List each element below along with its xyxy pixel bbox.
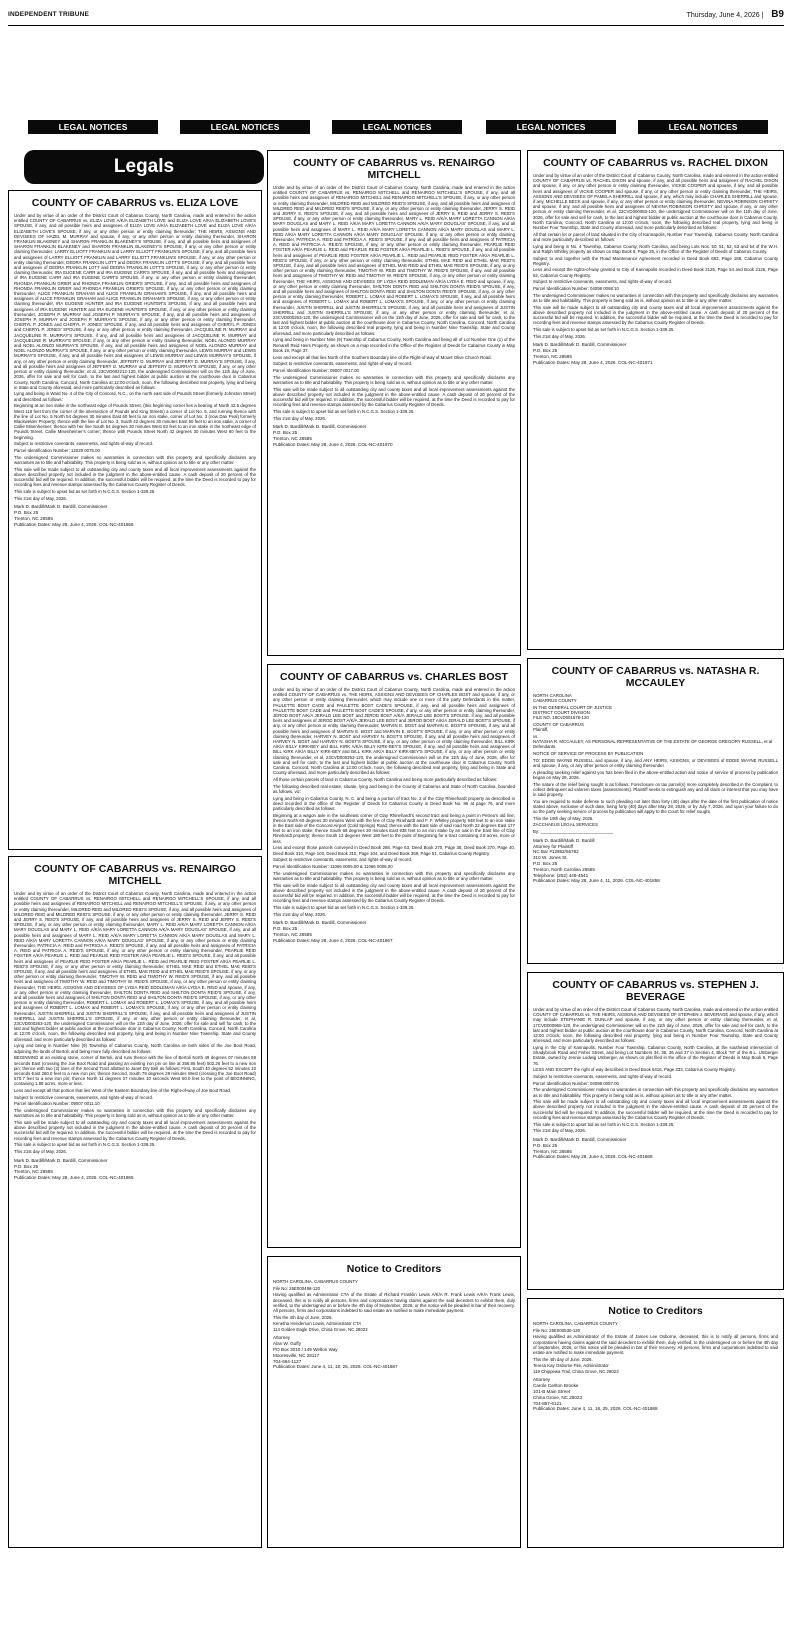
signature-line: Trenton, NC 28585 — [273, 931, 312, 937]
legal-notice — [267, 150, 521, 656]
notice-paragraph: Under and by virtue of an order of the District Court of Cabarrus County, North Carolina, made and entered in the action entitled COUNTY OF CABARRUS vs. THE HEIRS, ASSIGNS AND DEVISEES OF CHARLES BOST and spouse, if any, or any other person or entity claiming thereunder, which may include one or more of the party Defendants in this matter, PAULETTE BOST CADE and PAULETTE BOST CADE'S SPOUSE, if any, and all possible heirs and assignees of PAULETTE BOST CADE and PAULETTE BOST CADE'S SPOUSE, if any, or any other person or entity claiming thereunder, JEROD BOST A/K/A JERALD LEE BOST and JEROD BOST A/K/A JERALD LEE BOST'S SPOUSE, if any, and all possible heirs and assignees of JEROD BOST A/K/A JERALD LEE BOST and JEROD BOST A/K/A JERALD LEE BOST'S SPOUSE, if any, or any other person or entity claiming thereunder, MARVIN E. BOST and MARVIN E. BOST'S SPOUSE, if any, and all possible heirs and assignees of MARVIN E. BOST and MARVIN E. BOST'S SPOUSE, if any, or any other person or entity claiming thereunder, HARVEY N. BOST and HARVEY N. BOST'S SPOUSE, if any, and all possible heirs and assignees of HARVEY N. BOST and HARVEY N. BOST'S SPOUSE, if any, or any other person or entity claiming thereunder, BILL KIRK A/K/A BILLY KIRK-BEY and BILL KIRK A/K/A BILLY KIRK-BEY'S SPOUSE, if any, and all possible heirs and assignees of BILL KIRK A/K/A BILLY KIRK-BEY and BILL KIRK A/K/A BILLY KIRK-BEY'S SPOUSE, if any, or any other person or entity claiming thereunder, et al, 23CVD000353-120, the undersigned Commissioner will on the 11th day of June, 2026, offer for sale and sell for cash, to the last and highest bidder at public auction at the courthouse door in Cabarrus County, North Carolina, Concord, North Carolina at 12:00 o'clock, noon, the following described real property, lying and being in State and County aforesaid, and more particularly described as follows: — [273, 687, 515, 776]
signature-line: Telephone: (252) 448-4541 — [533, 872, 589, 878]
notice-paragraph: Under and by virtue of an order of the District Court of Cabarrus County, North Carolina, made and entered in the action entitled COUNTY OF CABARRUS vs. RACHEL DIXON and spouse, if any, and all possible heirs and assignees of RACHEL DIXON and spouse, if any, or any other person or entity claiming thereunder, VICKIE COOPER and spouse, if any, and all possible heirs and assignees of VICKIE COOPER and spouse, if any, or any other person or entity claiming thereunder, THE HEIRS, ASSIGNS AND DEVISEES OF PAMELA SHERRILL and spouse, if any, which may include CHARLES SHERRILL and spouse, if any, MICHELLE BECK and spouse, if any, or any other person or entity claiming thereunder, NEVINA ROBINSON CHRISTY and spouse, if any, and all possible heirs and assignees of NEVINA ROBINSON CHRISTY and spouse, if any, or any other person or entity claiming thereunder, et al, 22CVD000083-120, the undersigned Commissioner will on the 11th day of June, 2026, offer for sale and sell for cash, to the last and highest bidder at public auction at the courthouse door in Cabarrus County, North Carolina, Concord, North Carolina at 12:00 o'clock, noon, the following described real property, lying and being in Number Four Township, State and County aforesaid, and more particularly described as follows: — [533, 173, 778, 231]
signature-line: Publication Dates: May 28, June 4, 2026. COL-NC-401866 — [14, 521, 134, 527]
notice-body — [268, 185, 520, 421]
signature-line: P.O. Box 25 — [533, 1142, 558, 1148]
notice-paragraph: The undersigned Commissioner makes no warranties in connection with this property and specifically disclaims any warranties as to title and habitability. This property is being sold as is, without opinion as to title or any other matter. — [533, 1087, 778, 1098]
notice-paragraph: Lying in the City of Kannapolis, Number Four Township, Cabarrus County, North Carolina, at the southeast intersection of Shadybrook Road and Fisher Street, and being Lot Numbers 34, 35, 36 and 37 in Section 4, Block "M" of the B.L. Umberger Estate, owned by Jennie Ludwig Umberger, as shown on plat filed in the office of the Register of Deeds in Map Book 6, Page 76. — [533, 1044, 778, 1066]
notice-paragraph: vs. NATASHA R. MCCAULEY, AS PERSONAL REPRESENTATIVE OF THE ESTATE OF GEORGE GREGORY RUSSELL, et al Defendants. — [533, 733, 773, 750]
signature-line: Mark D. Bardill/Mark D. Bardill — [533, 837, 595, 843]
signature-line: Publication Dates: May 28, June 4, 11, 2026. COL-NC-401858 — [533, 878, 660, 884]
newspaper-name: INDEPENDENT TRIBUNE — [8, 11, 90, 18]
notice-paragraph: Lying and being in No. 4 Township, Cabarrus County, North Carolina, and being Lots Nos. 50, 51, 52, 53 and 54 of the W.H. and Ralph Whitley property as shown on Map Book 8, Page 25, in the Office of the Register of Deeds of Cabarrus County. — [533, 243, 778, 254]
signature-line: Trenton, NC 28585 — [533, 353, 572, 359]
notice-paragraph: Parcel Identification Number: 04098 0057.00 — [533, 1080, 619, 1086]
notice-paragraph: COUNTY OF CABARRUS Plaintiff, — [533, 722, 584, 733]
notice-paragraph: NOTICE OF SERVICE OF PROCESS BY PUBLICATION — [533, 751, 644, 757]
notice-paragraph: Subject to and together with the Road Maintenance Agreement recorded in Deed Book 683, Page 188, Cabarrus County Registry. — [533, 255, 778, 266]
notice-title: Notice to Creditors — [346, 1263, 442, 1275]
signature-line: Carole Carlton Brooke — [533, 1383, 579, 1389]
notice-signature — [9, 1156, 261, 1185]
notice-paragraph: This sale is subject to upset bid as set forth in N.C.G.S. Section 1-339.25. — [14, 1142, 156, 1148]
notice-paragraph: File No: 26E000530-120 — [533, 1327, 581, 1333]
legal-notice — [267, 664, 521, 1248]
notice-signature — [528, 1375, 783, 1416]
signature-line: Publication Dates: May 28, June 4, 2026. COL-NC-401865 — [14, 1175, 134, 1181]
signature-line: Publication Dates: June 4, 11, 18, 25, 2026. COL-NC-401888 — [533, 1406, 658, 1412]
notice-paragraph: Beginning at an iron stake in the northeast edge of Pounds Street, (this beginning corner lies a bearing of North 42.5 degrees West 118 feet from the corner of the intersection of Pounds and King Streets) a corner of Lot No. 5, and running thence with the line of Lot No. 5 North 54 degrees 30 minutes East 60 feet to an iron stake, corner of Lot No. 3 (now Dan Peal) formerly Blackwelder Property; thence with the line of Lot No. 3, South 42 degrees 30 minutes East 60 feet to an iron stake, a corner of Callie Misenheimer; thence with her line South 54 degrees 30 minutes West 63 feet to an iron stake in the northeast edge of Pounds Street, Callie Misenheimer's corner; thence with Pounds Street North 42 degrees 30 minutes West 60 feet to the beginning. — [14, 403, 256, 440]
legal-notice — [267, 1256, 521, 1548]
notice-paragraph: Less and except all that lies North of the Southern Boundary line of the Right-of-way of Mount Olive Church Road. — [273, 354, 492, 360]
notice-paragraph: Less and except all that portion that lies West of the Eastern Boundary line of the Right-of-way of Joe Boot Road. — [14, 1088, 231, 1094]
notice-paragraph: Lying and being in Number Nine (9) Township of Cabarrus County, North Carolina on both sides of the Joe Boot Road, adjoining the lands of Bertoli, and being more fully described as follows: — [14, 1043, 256, 1054]
header-rule — [8, 25, 784, 26]
notice-paragraph: This 21st day of May, 2026. — [14, 1149, 68, 1155]
notice-paragraph: This sale will be made subject to all outstanding city and county taxes and all local improvement assessments against the above described property not included in the judgment in the above-entitled cause. A cash deposit of 20 percent of the successful bid will be required. In addition, the successful bidder will be required, at the time the Deed is recorded to pay for recording fees and revenue stamps assessed by the Cabarrus County Register of Deeds. — [533, 1099, 778, 1120]
notice-body — [9, 213, 261, 501]
notice-paragraph: The undersigned Commissioner makes no warranties in connection with this property and specifically disclaims any warranties as to title and habitability. This property is being sold as is, without opinion as to title or any other matter. — [533, 292, 778, 303]
notice-signature — [268, 422, 520, 451]
signature-line: Trenton, NC 28585 — [14, 515, 53, 521]
notice-paragraph: This sale is subject to upset bid as set forth in N.C.G.S. Section 1-339.25. — [533, 1121, 675, 1127]
notice-title: COUNTY OF CABARRUS vs. CHARLES BOST — [280, 671, 508, 683]
notice-paragraph: This sale will be made subject to all outstanding city and county taxes and all local improvement assessments against the above described property not included in the judgment in the above-entitled cause. A cash deposit of 20 percent of the successful bid will be required. In addition, the successful bidder will be required, at the time the Deed is recorded to pay for recording fees and revenue stamps assessed by the Cabarrus County Register of Deeds. — [14, 1120, 256, 1141]
signature-line: 310 W. Jones St. — [533, 855, 568, 861]
notice-paragraph: This 21st day of May, 2026. — [533, 1128, 587, 1134]
notice-paragraph: Under and by virtue of an order of the District Court of Cabarrus County, North Carolina, made and entered in the action entitled COUNTY OF CABARRUS vs. THE HEIRS, ASSIGNS AND DEVISEES OF STEPHEN J. BEVERAGE and spouse, if any, which may include STEPHANIE R. DUNLAP and spouse, if any, or any other person or entity claiming thereunder, et al, 17CVD000965-120, the undersigned Commissioner will on the 11th day of June, 2026, offer for sale and sell for cash, to the last and highest bidder at public auction at the courthouse door in Cabarrus County, North Carolina, Concord, North Carolina at 12:00 o'clock, noon, the following described real property, lying and being in Number Four Township, State and County aforesaid, and more particularly described as follows: — [533, 1007, 778, 1044]
signature-line: NC Bar #12852/56782 — [533, 849, 579, 855]
signature-line: Publication Dates: May 28, June 4, 2026. COL-NC-401867 — [273, 937, 393, 943]
signature-line: Publication Dates: June 4, 11, 18, 25, 2026. COL-NC-401887 — [273, 1364, 398, 1370]
notice-paragraph: Having qualified as Administrator of the Estate of James Lee Osborne, deceased, this is to notify all persons, firms and corporations having claims against the said decedent to exhibit them, duly verified, to the undersigned on or before the 4th day of September, 2026, or this notice will be pleaded in bar of their recovery. All persons, firms and corporations indebted to said estate are notified to make immediate payment. — [533, 1334, 778, 1356]
notice-paragraph: Less and except the rights-of-way granted to City of Kannapolis recorded in Deed Book 2126, Page 54 and Book 2126, Page 52, Cabarrus County Registry. — [533, 267, 778, 278]
notice-paragraph: This the 19th day of May, 2026. — [533, 815, 594, 821]
notice-paragraph: This 21st day of May, 2026. — [533, 333, 587, 339]
signature-line: PO Box 3010 / 149 Welton Way — [273, 1346, 338, 1352]
notice-paragraph: Parcel Identification Number: 09007 0011.10 — [14, 1101, 100, 1107]
signature-line: Attorney — [273, 1335, 291, 1341]
signature-line: Attorney for Plaintiff — [533, 843, 574, 849]
signature-line: P.O. Box 25 — [14, 510, 39, 516]
notice-signature — [9, 502, 261, 531]
notice-paragraph: This sale is subject to upset bid as set forth in N.C.G.S. Section 1-339.25. — [273, 904, 415, 910]
notice-paragraph: Subject to restrictive covenants, easements, and rights-of-way of record. — [14, 441, 154, 447]
notice-paragraph: Subject to restrictive covenants, easements, and rights-of-way of record. — [273, 857, 413, 863]
notice-paragraph: TO: EDDIE WAYNE RUSSELL and spouse, if any, and ANY HEIRS, ASSIGNS, or DEVISEES of EDDIE WAYNE RUSSELL and spouse, if any, or any other person or entity claiming thereunder — [533, 757, 778, 768]
notice-title: COUNTY OF CABARRUS vs. NATASHA R. MCCAULEY — [551, 665, 760, 689]
notice-paragraph: This sale will be made subject to all outstanding city and county taxes and all local improvement assessments against the above described property not included in the judgment in the above-entitled cause. A cash deposit of 20 percent of the successful bid will be required. In addition, the successful bidder will be required, at the time the Deed is recorded to pay for recording fees and revenue stamps assessed by the Cabarrus County Register of Deeds. — [14, 466, 256, 488]
notice-title: COUNTY OF CABARRUS vs. STEPHEN J. BEVERAGE — [552, 979, 759, 1003]
section-label: LEGAL NOTICES — [332, 120, 462, 134]
signature-line: Mark D. Bardill/Mark D. Bardill, Commissioner — [14, 504, 108, 510]
legal-notice — [527, 150, 784, 650]
notice-body — [528, 173, 783, 339]
section-label: LEGAL NOTICES — [486, 120, 616, 134]
notice-paragraph: Subject to restrictive covenants, easements, and rights-of-way of record. — [533, 279, 673, 285]
notice-paragraph: By: ______________________________ — [533, 829, 613, 835]
notice-paragraph: BEGINNING at an existing stone, corner of Bertoli, and runs thence with the line of Bertoli North 49 degrees 07 minutes 59 seconds East (crossing the Joe Boot Road and passing an existing iron pin on line at 256.86 feet) 502.26 feet to a new iron pin; thence with two (2) lines of the Second Tract allotted to Janet Dry Bell as follows: First, South 40 degrees 52 minutes 10 seconds East 260.0 feet to a new iron pin; thence Second, South 79 degrees 28 minutes West (crossing the Joe Boot Road) 570.7 feet to a new iron pin; thence North 11 degrees 37 minutes 10 seconds West 60.0 feet to the point of BEGINNING, containing 1.89 acres, more or less. — [14, 1055, 256, 1087]
signature-line: Trenton, North Carolina 28585 — [533, 866, 595, 872]
notice-paragraph: Lying and being in Number Nine (9) Township of Cabarrus County, North Carolina and being all of Lot Number One (1) of the Renarell Reid Heirs Property, as shown on a map recorded in the Office of the Register of Deeds for Cabarrus County in Map Book 19, Page 37. — [273, 337, 515, 353]
signature-line: Publication Dates: May 28, June 4, 2026. COL-NC-401868 — [533, 1154, 653, 1160]
section-label: LEGAL NOTICES — [638, 120, 768, 134]
notice-signature — [528, 1135, 783, 1164]
section-title: Legals — [24, 150, 264, 184]
issue-date: Thursday, June 4, 2026 | — [686, 12, 764, 19]
notice-body — [528, 1007, 783, 1133]
notice-paragraph: Teresa Kay Osborne Fite, Administrator 119 Chippewa Trail, China Grove, NC 28023 — [533, 1363, 619, 1374]
legal-notice — [8, 856, 262, 1548]
notice-paragraph: The undersigned Commissioner makes no warranties in connection with this property and specifically disclaims any warranties as to title and habitability. This property is being sold as is, without opinion as to title or any other matter. — [273, 374, 515, 385]
notice-paragraph: This sale will be made subject to all outstanding city and county taxes and all local improvement assessments against the above described property not included in the judgment in the above-entitled cause. A cash deposit of 20 percent of the successful bid will be required. In addition, the successful bidder will be required, at the time the Deed is recorded to pay for recording fees and revenue stamps assessed by the Cabarrus County Register of Deeds. — [273, 882, 515, 904]
signature-line: P.O. Box 25 — [273, 430, 298, 436]
section-labels — [28, 120, 768, 134]
signature-line: Trenton, NC 28585 — [533, 1148, 572, 1154]
notice-signature — [528, 340, 783, 369]
signature-line: Mark D. Bardill/Mark D. Bardill, Commissioner — [273, 424, 367, 430]
notice-signature — [528, 836, 783, 888]
legal-notice — [527, 972, 784, 1290]
header-right — [687, 9, 784, 20]
signature-line: Mooresville, NC 28117 — [273, 1352, 320, 1358]
notice-paragraph: Less and except those parcels conveyed in Deed Book 268, Page 63, Deed Book 270, Page 38, Deed Book 270, Page 40, Deed Book 310, Page 103, Deed Book 310, Page 104, and Deed Book 359, Page 51, Cabarrus County Registry. — [273, 845, 515, 856]
notice-paragraph: The undersigned Commissioner makes no warranties in connection with this property and specifically disclaims any warranties as to title and habitability. This property is being sold as is, without opinion as to title or any other matter. — [273, 870, 515, 881]
signature-line: Mark D. Bardill/Mark D. Bardill, Commissioner — [533, 342, 627, 348]
signature-line: 704-664-1127 — [273, 1358, 302, 1364]
notice-paragraph: Beginning at a wagon axle in the southeast corner of Clay Rhinehardt's second tract and being a point in Petrea's old line; thence North 60 degrees 30 minutes West with the line of Clay Rinehardt and F. F. Whitley property 948 feet to an iron stake in the East side of the Concord Airport (Cold Springs) Road; thence with the East side of said road North 22 degrees East 177 feet to an iron stake; thence South 68 degrees 30 minutes East 938 feet to an iron stake by an oak in the East line of Clay Rinehardt property; thence South 13 degrees West 180 feet to the point of Beginning for a tract containing 3.8 acres, more or less. — [273, 812, 515, 844]
signature-line: Mark D. Bardill/Mark D. Bardill, Commissioner — [14, 1157, 108, 1163]
notice-body — [9, 891, 261, 1154]
notice-paragraph: A pleading seeking relief against you has been filed in the above-entitled action and notice of service of process by publication began on May 28, 2026. — [533, 769, 778, 780]
notice-paragraph: Parcel Identification Number: 12029 0075.00 — [14, 447, 100, 453]
signature-line: P.O. Box 25 — [533, 348, 558, 354]
notice-paragraph: Parcel Identification Number: 09007 0017.00 — [273, 367, 359, 373]
notice-paragraph: Subject to restrictive covenants, easements, and rights-of-way of record. — [14, 1094, 154, 1100]
legal-notice — [8, 190, 262, 850]
notice-signature — [268, 918, 520, 947]
notice-paragraph: Under and by virtue of an order of the District Court of Cabarrus County, North Carolina, made and entered in the action entitled COUNTY OF CABARRUS vs. RENAIRGO MITCHELL and RENAIRGO MITCHELL'S SPOUSE, if any, and all possible heirs and assignees of RENAIRGO MITCHELL and RENAIRGO MITCHELL'S SPOUSE, if any, or any other person or entity claiming thereunder, MILDRED REID and MILDRED REID'S SPOUSE, if any, and all possible heirs and assignees of MILDRED REID and MILDRED REID'S SPOUSE, if any, or any other person or entity claiming thereunder, JERRY S. REID and JERRY S. REID'S SPOUSE, if any, and all possible heirs and assignees of JERRY S. REID and JERRY S. REID'S SPOUSE, if any, or any other person or entity claiming thereunder, MARY L. REID A/K/A MARY LORETTA CANNON A/K/A MARY DOUGLAS and MARY L. REID A/K/A MARY LORETTA CANNON A/K/A MARY DOUGLAS' SPOUSE, if any, and all possible heirs and assignees of MARY L. REID A/K/A MARY LORETTA CANNON A/K/A MARY DOUGLAS and MARY L. REID A/K/A MARY LORETTA CANNON A/K/A MARY DOUGLAS' SPOUSE, if any, or any other person or entity claiming thereunder, PATRICIA A. REID and PATRICIA A. REID'S SPOUSE, if any, and all possible heirs and assignees of PATRICIA A. REID and PATRICIA A. REID'S SPOUSE, if any, or any other person or entity claiming thereunder, PEARLIE REID FOSTER A/K/A PEARLIE L. REID and PEARLIE REID FOSTER A/K/A PEARLIE L. REID'S SPOUSE, if any, and all possible heirs and assignees of PEARLIE REID FOSTER A/K/A PEARLIE L. REID and PEARLIE REID FOSTER A/K/A PEARLIE L. REID'S SPOUSE, if any, or any other person or entity claiming thereunder, ETHEL MAE REID and ETHEL MAE REID'S SPOUSE, if any, and all possible heirs and assignees of ETHEL MAE REID and ETHEL MAE REID'S SPOUSE, if any, or any other person or entity claiming thereunder, TIMOTHY W. REID and TIMOTHY W. REID'S SPOUSE, if any, and all possible heirs and assignees of TIMOTHY W. REID and TIMOTHY W. REID'S SPOUSE, if any, or any other person or entity claiming thereunder, THE HEIRS, ASSIGNS AND DEVISEES OF LYDIA REID EDDLEMAN A/K/A LYDIA E. REID and spouse, if any, or any other person or entity claiming thereunder, SHILTON DONTA REID and SHILTON DONTA REID'S SPOUSE, if any, and all possible heirs and assignees of SHILTON DONTA REID and SHILTON DONTA REID'S SPOUSE, if any, or any other person or entity claiming thereunder, ROBERT L. LOMAX and ROBERT L. LOMAX'S SPOUSE, if any, and all possible heirs and assignees of ROBERT L. LOMAX and ROBERT L. LOMAX'S SPOUSE, if any, or any other person or entity claiming thereunder, JUSTIN SHERRILL and JUSTIN SHERRILL'S SPOUSE, if any, and all possible heirs and assignees of JUSTIN SHERRILL and JUSTIN SHERRILL'S SPOUSE, if any, or any other person or entity claiming thereunder, et al, 23CVD000263-120, the undersigned Commissioner will on the 11th day of June, 2026, offer for sale and sell for cash, to the last and highest bidder at public auction at the courthouse door in Cabarrus County, North Carolina, Concord, North Carolina at 12:00 o'clock, noon, the following described real property, lying and being in Number Nine Township, State and County aforesaid, and more particularly described as follows: — [14, 891, 256, 1042]
notice-paragraph: NORTH CAROLINA, CABARRUS COUNTY — [533, 1321, 618, 1326]
notice-paragraph: IN THE GENERAL COURT OF JUSTICE DISTRICT COURT DIVISION FILE NO. 18CvD001578-120 — [533, 704, 613, 721]
section-label: LEGAL NOTICES — [28, 120, 158, 134]
notice-paragraph: LESS AND EXCEPT the right of way described in Deed Book 6416, Page 333, Cabarrus County Registry. — [533, 1067, 736, 1073]
signature-line: Trenton, NC 28585 — [14, 1169, 53, 1175]
notice-title: COUNTY OF CABARRUS vs. ELIZA LOVE — [31, 197, 239, 209]
notice-paragraph: This the 4th day of June, 2026. — [273, 1314, 333, 1320]
signature-line: P.O. Box 25 — [533, 861, 558, 867]
signature-line: P.O. Box 25 — [14, 1163, 39, 1169]
notice-paragraph: The undersigned Commissioner makes no warranties in connection with this property and specifically disclaims any warranties as to title and habitability. This property is being sold as is, without opinion as to title or any other matter. — [14, 1108, 256, 1119]
notice-paragraph: Lying and being in Cabarrus County, N. C. and being a portion of tract No. 2 of the Clay Rhinehardt property as described in deed recorded in the office of the Register of Deeds for Cabarrus County in Deed Book No. 86 at page 76, and more particularly described as follows: — [273, 795, 515, 811]
notice-paragraph: NORTH CAROLINA, CABARRUS COUNTY — [273, 1279, 358, 1284]
notice-paragraph: The following described real estate, situate, lying and being in the County of Cabarrus and State of North Carolina, bounded as follows, viz: — [273, 783, 515, 794]
signature-line: Trenton, NC 28585 — [273, 435, 312, 441]
notice-title: Notice to Creditors — [608, 1305, 703, 1317]
section-label: LEGAL NOTICES — [180, 120, 310, 134]
notice-title: COUNTY OF CABARRUS vs. RENAIRGO MITCHELL — [34, 863, 236, 887]
notice-signature — [268, 1333, 520, 1374]
notice-paragraph: The undersigned Commissioner makes no warranties in connection with this property and specifically disclaims any warranties as to title and habitability. This property is being sold as is, without opinion as to title or any other matter. — [14, 454, 256, 465]
notice-paragraph: NORTH CAROLINA CABARRUS COUNTY — [533, 693, 577, 704]
notice-body — [528, 693, 783, 834]
notice-paragraph: This sale will be made subject to all outstanding city and county taxes and all local improvement assessments against the above described property not included in the judgment in the above-entitled cause. A cash deposit of 20 percent of the successful bid will be required. In addition, the successful bidder will be required, at the time the Deed is recorded to pay for recording fees and revenue stamps assessed by the Cabarrus County Register of Deeds. — [273, 386, 515, 408]
notice-paragraph: Subject to restrictive covenants, easements, and rights-of-way of record. — [533, 1073, 673, 1079]
notice-paragraph: All that certain lot or parcel of land situated in the City of Kannapolis, Number Four Township, Cabarrus County, North Carolina and more particularly described as follows: — [533, 231, 778, 242]
signature-line: Publication Dates: May 28, June 4, 2026. COL-NC-401871 — [533, 359, 653, 365]
notice-paragraph: This 21st day of May, 2026. — [14, 495, 68, 501]
notice-paragraph: This sale is subject to upset bid as set forth in N.C.G.S. Section 1-339.25. — [14, 488, 156, 494]
notice-paragraph: File No: 26E000498-120 — [273, 1285, 321, 1291]
notice-paragraph: Parcel Identification Number: 04098 0068.10 — [533, 286, 619, 292]
notice-title: COUNTY OF CABARRUS vs. RACHEL DIXON — [543, 157, 768, 169]
signature-line: Publication Dates: May 28, June 4, 2026. COL-NC-401870 — [273, 441, 393, 447]
notice-paragraph: Under and by virtue of an order of the District Court of Cabarrus County, North Carolina, made and entered in the action entitled COUNTY OF CABARRUS vs. ELIZA LOVE A/K/A ELIZABETH LOVE and ELIZA LOVE A/K/A ELIZABETH LOVE'S SPOUSE, if any, and all possible heirs and assignees of ELIZA LOVE A/K/A ELIZABETH LOVE and ELIZA LOVE A/K/A ELIZABETH LOVE'S SPOUSE, if any, or any other person or entity claiming thereunder; THE HEIRS, ASSIGNS AND DEVISEES OF HAZEL M. MURRAY and spouse, if any, or any other person or entity claiming thereunder, SHARON FRANKLIN BLAKENEY and SHARON FRANKLIN BLAKENEY'S SPOUSE, if any, and all possible heirs and assignees of SHARON FRANKLIN BLAKENEY and SHARON FRANKLIN BLAKENEY'S SPOUSE, if any, or any other person or entity claiming thereunder, LARRY ELLIOTT FRANKLIN and LARRY ELLIOTT FRANKLIN'S SPOUSE, if any, and all possible heirs and assignees of LARRY ELLIOTT FRANKLIN and LARRY ELLIOTT FRANKLIN'S SPOUSE, if any, or any other person or entity claiming thereunder, DEDRA FRANKLIN LOTT and DEDRA FRANKLIN LOTT'S SPOUSE, if any, and all possible heirs and assignees of DEDRA FRANKLIN LOTT and DEDRA FRANKLIN LOTT'S SPOUSE, if any, or any other person or entity claiming thereunder, IRA EUGENE CARR and IRA EUGENE CARR'S SPOUSE, if any, and all possible heirs and assignees of IRA EUGENE CARR and IRA EUGENE CARR'S SPOUSE, if any, or any other person or entity claiming thereunder, RHONDA FRANKLIN GRIER and RHONDA FRANKLIN GRIER'S SPOUSE, if any, and all possible heirs and assignees of RHONDA FRANKLIN GRIER and RHONDA FRANKLIN GRIER'S SPOUSE, if any, or any other person or entity claiming thereunder, ALICE FRANKLIN GRAHAM and ALICE FRANKLIN GRAHAM'S SPOUSE, if any, and all possible heirs and assignees of ALICE FRANKLIN GRAHAM and ALICE FRANKLIN GRAHAM'S SPOUSE, if any, or any other person or entity claiming thereunder, IRA EUGENE HUNTER and IRA EUGENE HUNTER'S SPOUSE, if any, and all possible heirs and assignees of IRA EUGENE HUNTER and IRA EUGENE HUNTER'S SPOUSE, if any, or any other person or entity claiming thereunder, JOSEPH P. MURRAY and JOSEPH P. MURRAY'S SPOUSE, if any, and all possible heirs and assignees of JOSEPH P. MURRAY and JOSEPH P. MURRAY'S SPOUSE, if any, or any other person or entity claiming thereunder, CHERYL P. JONES and CHERYL P. JONES' SPOUSE, if any, and all possible heirs and assignees of CHERYL P. JONES and CHERYL P. JONES' SPOUSE, if any, or any other person or entity claiming thereunder, JACQUELINE R. MURRAY and JACQUELINE R. MURRAY'S SPOUSE, if any, and all possible heirs and assignees of JACQUELINE R. MURRAY and JACQUELINE R. MURRAY'S SPOUSE, if any, or any other person or entity claiming thereunder, NOEL ALONZO MURRAY and NOEL ALONZO MURRAY'S SPOUSE, if any, and all possible heirs and assignees of NOEL ALONZO MURRAY and NOEL ALONZO MURRAY'S SPOUSE, if any, or any other person or entity claiming thereunder, LEWIS MURRAY and LEWIS MURRAY'S SPOUSE, if any, and all possible heirs and assignees of LEWIS MURRAY and LEWIS MURRAY'S SPOUSE, if any, or any other person or entity claiming thereunder, JEFFERY D. MURRAY and JEFFERY D. MURRAY'S SPOUSE, if any, and all possible heirs and assignees of JEFFERY D. MURRAY and JEFFERY D. MURRAY'S SPOUSE, if any, or any other person or entity claiming thereunder, et al, 23CVD002212-120, the undersigned Commissioner will on the 11th day of June, 2026, offer for sale and sell for cash, to the last and highest bidder at public auction at the courthouse door in Cabarrus County, North Carolina, Concord, North Carolina at 12:00 o'clock, noon, the following described real property, lying and being in State and County aforesaid, and more particularly described as follows: — [14, 213, 256, 390]
page-number: B9 — [771, 9, 784, 20]
signature-line: 101-B Main Street — [533, 1388, 571, 1394]
legal-notice — [527, 1298, 784, 1548]
notice-paragraph: This sale is subject to upset bid as set forth in N.C.G.S. Section 1-339.25. — [533, 326, 675, 332]
notice-paragraph: Under and by virtue of an order of the District Court of Cabarrus County, North Carolina, made and entered in the action entitled COUNTY OF CABARRUS vs. RENAIRGO MITCHELL and RENAIRGO MITCHELL'S SPOUSE, if any, and all possible heirs and assignees of RENAIRGO MITCHELL and RENAIRGO MITCHELL'S SPOUSE, if any, or any other person or entity claiming thereunder, MILDRED REID and MILDRED REID'S SPOUSE, if any, and all possible heirs and assignees of MILDRED REID and MILDRED REID'S SPOUSE, if any, or any other person or entity claiming thereunder, JERRY S. REID and JERRY S. REID'S SPOUSE, if any, and all possible heirs and assignees of JERRY S. REID and JERRY S. REID'S SPOUSE, if any, or any other person or entity claiming thereunder, MARY L. REID A/K/A MARY LORETTA CANNON A/K/A MARY DOUGLAS and MARY L. REID A/K/A MARY LORETTA CANNON A/K/A MARY DOUGLAS' SPOUSE, if any, and all possible heirs and assignees of MARY L. REID A/K/A MARY LORETTA CANNON A/K/A MARY DOUGLAS and MARY L. REID A/K/A MARY LORETTA CANNON A/K/A MARY DOUGLAS' SPOUSE, if any, or any other person or entity claiming thereunder, PATRICIA A. REID and PATRICIA A. REID'S SPOUSE, if any, and all possible heirs and assignees of PATRICIA A. REID and PATRICIA A. REID'S SPOUSE, if any, or any other person or entity claiming thereunder, PEARLIE REID FOSTER A/K/A PEARLIE L. REID and PEARLIE REID FOSTER A/K/A PEARLIE L. REID'S SPOUSE, if any, and all possible heirs and assignees of PEARLIE REID FOSTER A/K/A PEARLIE L. REID and PEARLIE REID FOSTER A/K/A PEARLIE L. REID'S SPOUSE, if any, or any other person or entity claiming thereunder, ETHEL MAE REID and ETHEL MAE REID'S SPOUSE, if any, and all possible heirs and assignees of ETHEL MAE REID and ETHEL MAE REID'S SPOUSE, if any, or any other person or entity claiming thereunder, TIMOTHY W. REID and TIMOTHY W. REID'S SPOUSE, if any, and all possible heirs and assignees of TIMOTHY W. REID and TIMOTHY W. REID'S SPOUSE, if any, or any other person or entity claiming thereunder, THE HEIRS, ASSIGNS AND DEVISEES OF LYDIA REID EDDLEMAN A/K/A LYDIA E. REID and spouse, if any, or any other person or entity claiming thereunder, SHILTON DONTA REID and SHILTON DONTA REID'S SPOUSE, if any, and all possible heirs and assignees of SHILTON DONTA REID and SHILTON DONTA REID'S SPOUSE, if any, or any other person or entity claiming thereunder, ROBERT L. LOMAX and ROBERT L. LOMAX'S SPOUSE, if any, and all possible heirs and assignees of ROBERT L. LOMAX and ROBERT L. LOMAX'S SPOUSE, if any, or any other person or entity claiming thereunder, JUSTIN SHERRILL and JUSTIN SHERRILL'S SPOUSE, if any, and all possible heirs and assignees of JUSTIN SHERRILL and JUSTIN SHERRILL'S SPOUSE, if any, or any other person or entity claiming thereunder, et al, 23CVD000263-120, the undersigned Commissioner will on the 11th day of June, 2026, offer for sale and sell for cash, to the last and highest bidder at public auction at the courthouse door in Cabarrus County, North Carolina, Concord, North Carolina at 12:00 o'clock, noon, the following described real property, lying and being in Number Nine Township, State and County aforesaid, and more particularly described as follows: — [273, 185, 515, 336]
notice-paragraph: Kenetha Henderson Lewis, Administrator CTA 114 Golden Eagle Drive, China Grove, NC 28023 — [273, 1321, 368, 1332]
page-header — [8, 8, 784, 22]
notice-paragraph: This 21st day of May, 2026. — [273, 911, 327, 917]
notice-title: COUNTY OF CABARRUS vs. RENAIRGO MITCHELL — [293, 157, 495, 181]
notice-paragraph: You are required to make defense to such pleading not later than forty (40) days after the date of the first publication of notice stated above, exclusive of such date, being forty (40) days after May 28, 2026, or by July 7, 2026, and upon your failure to do so the party seeking service of process by publication will apply to the Court for relief sought. — [533, 798, 778, 815]
notice-paragraph: Lying and being in Ward No. 4 of the City of Concord, N.C., on the north east side of Pounds Street (formerly Johnston Street) and described as follows: — [14, 391, 256, 402]
signature-line: Mark D. Bardill/Mark D. Bardill, Commissioner — [273, 920, 367, 926]
signature-line: Alan W. Guffy — [273, 1341, 301, 1347]
notice-paragraph: This sale will be made subject to all outstanding city and county taxes and all local improvement assessments against the above described property not included in the judgment in the above-entitled cause. A cash deposit of 20 percent of the successful bid will be required. In addition, the successful bidder will be required, at the time the Deed is recorded to pay for recording fees and revenue stamps assessed by the Cabarrus County Register of Deeds. — [533, 304, 778, 326]
notice-body — [268, 1279, 520, 1332]
notice-body — [268, 687, 520, 917]
notice-paragraph: Having qualified as Administrator CTA of the Estate of Richard Franklin Lewis A/K/A R. Frank Lewis A/K/A Frank Lewis, deceased, this is to notify all persons, firms and corporations having claims against the said decedent to exhibit them, duly verified, to the undersigned on or before the 4th day of September, 2026, or this notice will be pleaded in bar of their recovery. All persons, firms and corporations indebted to said estate are notified to make immediate payment. — [273, 1292, 515, 1314]
notice-paragraph: ZACCHAEUS LEGAL SERVICES — [533, 822, 598, 828]
notice-paragraph: This sale is subject to upset bid as set forth in N.C.G.S. Section 1-339.25. — [273, 408, 415, 414]
notice-paragraph: Parcel Identification Number: 11066 0005.00 & 11066 0008.00 — [273, 864, 393, 869]
notice-paragraph: All those certain parcels of land in Cabarrus County, North Carolina and being more particularly described as follows: — [273, 776, 498, 782]
signature-line: China Grove, NC 28023 — [533, 1394, 583, 1400]
notice-paragraph: This the 4th day of June, 2026. — [533, 1356, 593, 1362]
notice-body — [528, 1321, 783, 1374]
signature-line: P.O. Box 25 — [273, 926, 298, 932]
signature-line: Mark D. Bardill/Mark D. Bardill, Commissioner — [533, 1136, 627, 1142]
notice-paragraph: This 21st day of May, 2026. — [273, 415, 327, 421]
signature-line: Attorney — [533, 1377, 551, 1383]
notice-paragraph: The nature of the relief being sought is as follows: Foreclosure on tax parcel(s) more completely described in the Complaint, to collect delinquent ad valorem taxes (assessments). Plaintiff seeks to extinguish any and all claim or interest that you may have in said property. — [533, 781, 778, 797]
legal-notice — [527, 658, 784, 964]
notice-paragraph: Subject to restrictive covenants, easements, and rights-of-way of record. — [273, 361, 413, 367]
signature-line: 704-857-6121 — [533, 1400, 562, 1406]
